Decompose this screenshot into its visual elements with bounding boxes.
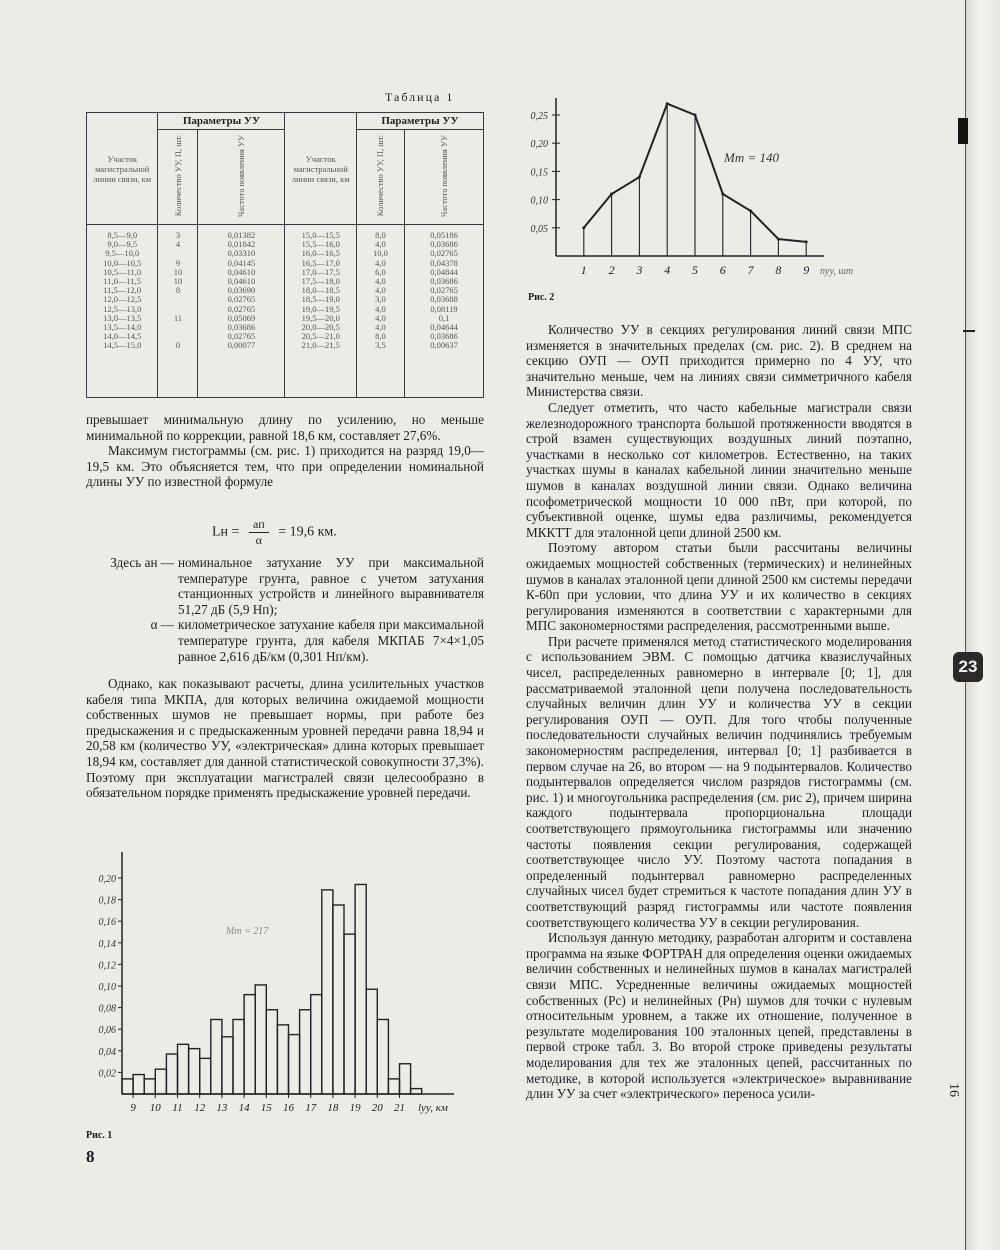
x-tick-label: 1 [580, 263, 587, 277]
chart-annotation: Мт = 217 [226, 926, 269, 937]
table-cell: 0,02765 [430, 285, 458, 296]
left-column-top [86, 412, 484, 490]
left-column-bottom [86, 676, 484, 801]
definitions [86, 555, 484, 664]
x-tick-label: 12 [194, 1102, 206, 1114]
table-cell: 4 [175, 239, 181, 250]
table-cell: 3 [175, 230, 181, 240]
table-cell: 0,03688 [430, 294, 458, 305]
table-cell: 10,5—11,0 [103, 266, 142, 277]
y-tick-label: 0,18 [98, 895, 116, 907]
table-cell: 4,0 [375, 239, 386, 250]
formula-numerator: aп [249, 517, 269, 533]
x-tick-label: 15 [260, 1102, 272, 1114]
side-page-number: 16 [946, 1083, 961, 1097]
x-tick-label: 3 [636, 263, 643, 277]
table-cell: 11,5—12,0 [103, 285, 142, 296]
section-badge: 23 [953, 652, 983, 682]
x-tick-label: 7 [747, 263, 754, 277]
table-column-2 [158, 225, 198, 398]
histogram-bar [277, 1025, 288, 1094]
table-cell: 18,5—19,0 [301, 294, 340, 305]
table-header: Участок магистральной линии связи, км [285, 113, 356, 225]
table-cell: 10,0—10,5 [103, 257, 142, 268]
formula-rhs: = 19,6 км. [278, 524, 337, 540]
paragraph: Количество УУ в секциях регулирования линий связи МПС изменяется в значительных пределах (см. рис. 2). В среднем на секцию ОУП — ОУП приходится примерно по 4 УУ, что значительно меньше, чем на линиях связи симметричного кабеля Министерства связи. [526, 322, 912, 400]
table-cell: 13,5—14,0 [103, 322, 142, 333]
y-tick-label: 0,08 [98, 1003, 116, 1015]
table-group-header: Параметры УУ [356, 113, 483, 130]
table-cell: 0,04644 [430, 322, 458, 333]
table-cell: 0,03690 [227, 285, 256, 296]
histogram-bar [122, 1079, 133, 1094]
table-cell: 0,1 [438, 312, 450, 323]
table-cell: 0,04610 [227, 276, 256, 287]
x-axis-label: lуу, км [418, 1102, 448, 1114]
x-tick-label: 19 [349, 1102, 361, 1114]
table-cell: 20,5—21,0 [301, 331, 340, 342]
table-cell: 4,0 [375, 303, 386, 314]
data-point [694, 114, 697, 117]
figure-2-caption: Рис. 2 [528, 292, 555, 303]
table-cell: 9,0—9,5 [107, 239, 138, 250]
definition-symbol: Здесь aн — [110, 555, 174, 570]
table-header: Количество УУ, П, шт. [158, 130, 198, 225]
table-cell: 4,0 [375, 322, 386, 333]
table-cell: 6,0 [375, 266, 386, 277]
table-cell: 11 [173, 312, 183, 323]
next-page-edge [965, 0, 1000, 1250]
data-point [582, 226, 585, 229]
y-tick-label: 0,10 [530, 195, 548, 207]
x-tick-label: 9 [130, 1102, 136, 1114]
table-cell: 3,5 [375, 340, 386, 351]
table-cell: 0,03686 [430, 276, 458, 287]
definition-row [86, 617, 484, 664]
x-tick-label: 18 [327, 1102, 339, 1114]
x-tick-label: 16 [283, 1102, 294, 1114]
paragraph: Поэтому автором статьи были рассчитаны величины ожидаемых мощностей собственных (термических) и нелинейных шумов в каналах эталонной цепи длиной 2500 км системы передачи К-60п при условии, что длина УУ и их количество в секциях регулирования изменяются в соответствии с характерными для МПС закономерностями распределения, рассмотренными выше. [526, 540, 912, 634]
table-cell: 9 [175, 257, 181, 268]
table-cell: 8,0 [375, 230, 386, 240]
table-header: Количество УУ, П, шт. [356, 130, 404, 225]
table-cell: 9,5—10,0 [105, 248, 140, 259]
table-cell: 0,03686 [430, 331, 458, 342]
table-cell: 0,01382 [227, 230, 256, 240]
table-cell: 14,0—14,5 [103, 331, 142, 342]
y-tick-label: 0,15 [530, 167, 548, 179]
histogram-bar [388, 1079, 399, 1094]
histogram-bar [222, 1037, 233, 1094]
histogram-bar [244, 995, 255, 1094]
histogram-bar [178, 1044, 189, 1094]
table-cell: 4,0 [375, 285, 386, 296]
y-tick-label: 0,20 [98, 874, 116, 885]
y-tick-label: 0,16 [98, 917, 116, 929]
histogram-bar [377, 1019, 388, 1094]
x-tick-label: 17 [305, 1102, 317, 1114]
paragraph: Однако, как показывают расчеты, длина усилительных участков кабеля типа МКПА, для которых величина ожидаемой мощности собственных шумов не превышает нормы, при работе без предыскажения и с предыскаженным уровней передачи равна 18,94 и 20,58 км (количество УУ, «электрическая» длина которых превышает 18,94 км, составляет для данной статистической совокупности 37,3%). Поэтому при эксплуатации магистралей связи целесообразно в обязательном порядке применять предыскажение уровней передачи. [86, 676, 484, 801]
table-cell: 12,0—12,5 [103, 294, 142, 305]
table-cell: 12,5—13,0 [103, 303, 142, 314]
table-cell: 0,03310 [227, 248, 256, 259]
table-cell: 4,0 [375, 312, 386, 323]
histogram-bar [355, 884, 366, 1094]
histogram-bar [166, 1054, 177, 1094]
data-point [777, 238, 780, 241]
x-tick-label: 4 [664, 263, 671, 277]
table-cell: 19,5—20,0 [301, 312, 340, 323]
definition-symbol: α — [150, 617, 174, 633]
table-cell: 0,02765 [430, 248, 458, 259]
table-cell: 0,00637 [430, 340, 458, 351]
table-cell: 0,05069 [227, 312, 256, 323]
x-tick-label: 11 [172, 1102, 183, 1114]
x-tick-label: 14 [238, 1102, 250, 1114]
table-cell: 21,0—21,5 [301, 340, 340, 351]
histogram-chart [84, 846, 474, 1128]
table-caption: Таблица 1 [385, 90, 455, 104]
data-point [666, 102, 669, 105]
table-cell: 4,0 [375, 257, 386, 268]
histogram-bar [411, 1089, 422, 1094]
figure-1 [84, 846, 474, 1128]
x-tick-label: 6 [719, 263, 726, 277]
table-cell: 17,0—17,5 [301, 266, 340, 277]
x-tick-label: 9 [803, 263, 810, 277]
data-point [749, 209, 752, 212]
table-column-6 [405, 225, 484, 398]
figure-1-caption: Рис. 1 [86, 1130, 113, 1141]
table-cell: 19,0—19,5 [301, 303, 340, 314]
y-tick-label: 0,14 [98, 938, 116, 950]
histogram-bar [233, 1019, 244, 1094]
definition-text: номинальное затухание УУ при максимальной температуре грунта, равное с учетом затухания станционных устройств и линейного выравнивателя 51,27 дБ (5,9 Нп); [178, 555, 484, 617]
histogram-bar [155, 1069, 166, 1094]
table-cell: 15,0—15,5 [301, 230, 340, 240]
page-tick-mark [963, 330, 975, 332]
formula-fraction [249, 517, 269, 548]
page-marker-bar [958, 118, 968, 144]
table-cell: 0,00077 [227, 340, 256, 351]
x-axis-label: nуу, шт [820, 266, 854, 277]
y-tick-label: 0,10 [98, 982, 116, 993]
x-tick-label: 21 [394, 1102, 405, 1114]
x-tick-label: 5 [692, 263, 698, 277]
table-cell: 8,5—9,0 [107, 230, 138, 240]
histogram-bar [322, 890, 333, 1094]
histogram-bar [344, 934, 355, 1094]
table-cell: 0 [175, 340, 181, 351]
page-number: 8 [86, 1147, 95, 1166]
table-cell: 0,04145 [227, 257, 256, 268]
table-cell: 10 [173, 266, 183, 277]
y-tick-label: 0,06 [98, 1025, 116, 1037]
data-point [638, 176, 641, 179]
table-header: Частота появления УУ [198, 130, 285, 225]
table-cell: 0,05186 [430, 230, 458, 240]
table-cell: 15,5—16,0 [301, 239, 340, 250]
table-cell: 0,08119 [430, 303, 458, 314]
table-column-4 [285, 225, 356, 398]
table-cell: 0,03686 [227, 322, 256, 333]
histogram-bar [333, 905, 344, 1094]
table-cell: 0,02765 [227, 303, 256, 314]
table-cell: 18,0—18,5 [301, 285, 340, 296]
histogram-bar [144, 1079, 155, 1094]
paragraph: превышает минимальную длину по усилению, но меньше минимальной по коррекции, равной 18,6 км, составляет 27,6%. [86, 412, 484, 443]
histogram-bar [200, 1058, 211, 1094]
polygon-chart [524, 94, 860, 284]
table-cell: 8 [175, 285, 181, 296]
data-point [610, 192, 613, 195]
table-cell: 20,0—20,5 [301, 322, 340, 333]
formula-lhs: Lн = [212, 524, 240, 540]
y-tick-label: 0,04 [98, 1046, 116, 1058]
y-tick-label: 0,25 [530, 111, 548, 122]
table-cell: 16,0—16,5 [301, 248, 340, 259]
histogram-bar [189, 1049, 200, 1094]
x-tick-label: 20 [371, 1102, 383, 1114]
table-cell: 13,0—13,5 [103, 312, 142, 323]
y-tick-label: 0,12 [98, 960, 116, 972]
data-point [721, 192, 724, 195]
table-cell: 0,03686 [430, 239, 458, 250]
x-tick-label: 8 [775, 263, 782, 277]
histogram-bar [300, 1010, 311, 1094]
histogram-bar [289, 1035, 300, 1094]
paragraph: При расчете применялся метод статистического моделирования с использованием ЭВМ. С помощью датчика квазислучайных чисел, распределенных равномерно в интервале [0; 1], для рассматриваемой эталонной цепи получена последовательность случайных величин длин УУ и количества УУ в секции регулирования ОУП — ОУП. Для того чтобы полученные последовательности случайных величин подчинялись требуемым закономерностям распределения, интервал [0; 1] разбивается в первом случае на 26, во втором — на 9 подынтервалов. Количество подынтервалов определяется числом разрядов гистограммы (см. рис. 1) и многоугольника распределения (см. рис 2), причем ширина каждого подынтервала пропорциональна площади соответствующего прямоугольника гистограммы или значению частоты появления секции регулирования, содержащей соответствующее число УУ. Поэтому частота попадания в определенный подынтервал равномерно распределенных случайных чисел будет стремиться к частоте попадания длин УУ в соответствующий разряд гистограммы или частоте появления соответствующего количества УУ в секции регулирования. [526, 633, 912, 930]
table-header: Участок магистральной линии связи, км [87, 113, 158, 225]
table-body-row [87, 225, 484, 398]
table-cell: 4,0 [375, 276, 386, 287]
table-column-3 [198, 225, 285, 398]
table-cell: 14,5—15,0 [103, 340, 142, 351]
x-tick-label: 13 [216, 1102, 228, 1114]
formula-denominator: α [255, 533, 262, 547]
definition-text: километрическое затухание кабеля при максимальной температуре грунта, для кабеля МКПАБ 7×4×1,05 равное 2,616 дБ/км (0,301 Нп/км). [178, 617, 484, 664]
table-column-1 [87, 225, 158, 398]
histogram-bar [255, 985, 266, 1094]
histogram-bar [133, 1075, 144, 1094]
table-cell: 10,0 [373, 248, 388, 259]
definition-row [86, 555, 484, 617]
histogram-bar [266, 1010, 277, 1094]
table-1 [86, 112, 484, 398]
y-tick-label: 0,05 [530, 223, 548, 235]
table-group-header: Параметры УУ [158, 113, 285, 130]
table-column-5 [356, 225, 404, 398]
paragraph: Максимум гистограммы (см. рис. 1) приходится на разряд 19,0—19,5 км. Это объясняется тем, что при определении номинальной длины УУ по известной формуле [86, 443, 484, 490]
table-cell: 17,5—18,0 [301, 276, 340, 287]
table-cell: 8,0 [375, 331, 386, 342]
table-cell: 0,04378 [430, 257, 458, 268]
histogram-bar [311, 995, 322, 1094]
histogram-bar [366, 989, 377, 1094]
x-tick-label: 10 [149, 1102, 161, 1114]
formula [212, 517, 337, 548]
histogram-bar [400, 1064, 411, 1094]
table-cell: 0,04844 [430, 266, 458, 277]
table-cell: 16,5—17,0 [301, 257, 340, 268]
data-point [805, 240, 808, 243]
paragraph: Следует отметить, что часто кабельные магистрали связи железнодорожного транспорта большой протяженности вводятся в строй взамен существующих воздушных линий поэтапно, участками в несколько сот километров. Естественно, на таких участках шумы в каналах кабельной линии значительно меньше шумов в каналах воздушной линии связи. Однако величина псофометрической мощности 10 000 пВт, при которой, по субъективной оценке, шумы едва различимы, рекомендуется МККТТ для эталонной цепи длиной 2500 км. [526, 399, 912, 540]
y-tick-label: 0,20 [530, 139, 548, 151]
table-cell: 11,0—11,5 [103, 276, 142, 287]
table-cell: 10 [173, 276, 183, 287]
y-tick-label: 0,02 [98, 1068, 116, 1080]
table-cell: 0,04610 [227, 266, 256, 277]
x-tick-label: 2 [608, 263, 615, 277]
paragraph: Используя данную методику, разработан алгоритм и составлена программа на языке ФОРТРАН для определения оценки ожидаемых величин собственных и нелинейных шумов в каналах магистралей связи МПС. Усредненные величины ожидаемых мощностей собственных (Pc) и нелинейных (Pн) шумов для точки с нулевым относительным уровнем, а также их отношение, полученное в результате моделирования 100 эталонных цепей, представлены в первой строке табл. 3. Во второй строке приведены результаты моделирования для тех же эталонных цепей, рассчитанных по методике, в которой используется «электрическое» выравнивание длин УУ за счет «электрического» переноса усили- [526, 930, 912, 1102]
table-cell: 0,01842 [227, 239, 256, 250]
table-header: Частота появления УУ [405, 130, 484, 225]
chart-annotation: Мт = 140 [724, 150, 779, 165]
table-cell: 0,02765 [227, 294, 256, 305]
right-column [526, 322, 912, 1102]
figure-2 [524, 94, 860, 284]
table-cell: 0,02765 [227, 331, 256, 342]
histogram-bar [211, 1019, 222, 1094]
table-cell: 3,0 [375, 294, 386, 305]
